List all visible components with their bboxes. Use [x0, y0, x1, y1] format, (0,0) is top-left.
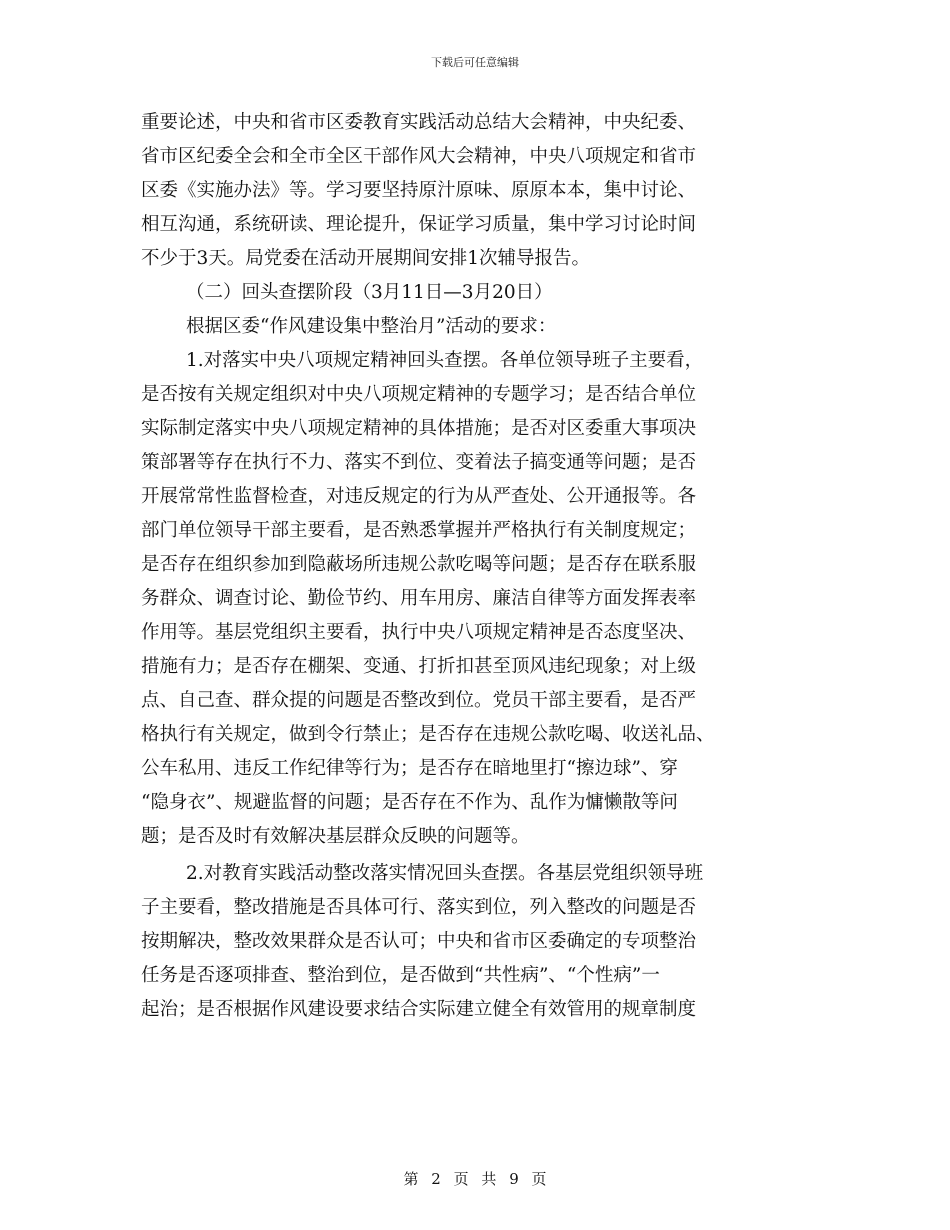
text-line: 按期解决，整改效果群众是否认可；中央和省市区委确定的专项整治 — [141, 931, 697, 952]
text-line: 策部署等存在执行不力、落实不到位、变着法子搞变通等问题；是否 — [141, 452, 697, 473]
text-line: 公车私用、违反工作纪律等行为；是否存在暗地里打“擦边球”、穿 — [141, 758, 678, 779]
text-line: 不少于3天。局党委在活动开展期间安排1次辅导报告。 — [141, 248, 591, 269]
text-line: 是否存在组织参加到隐蔽场所违规公款吃喝等问题；是否存在联系服 — [141, 554, 697, 575]
text-line: 起治；是否根据作风建设要求结合实际建立健全有效管用的规章制度 — [141, 999, 697, 1020]
text-line: 子主要看，整改措施是否具体可行、落实到位，列入整改的问题是否 — [141, 897, 697, 918]
text-line: 实际制定落实中央八项规定精神的具体措施；是否对区委重大事项决 — [141, 418, 697, 439]
text-line: 是否按有关规定组织对中央八项规定精神的专题学习；是否结合单位 — [141, 384, 697, 405]
body-text — [141, 106, 809, 1027]
text-line: 题；是否及时有效解决基层群众反映的问题等。 — [141, 826, 530, 847]
paragraph-start: 1.对落实中央八项规定精神回头查摆。各单位领导班子主要看， — [186, 350, 704, 371]
footer-suffix: 页 — [531, 1170, 547, 1188]
text-line: 省市区纪委全会和全市全区干部作风大会精神，中央八项规定和省市 — [141, 146, 697, 167]
footer-total-label: 共 — [481, 1170, 497, 1188]
text-line: 格执行有关规定，做到令行禁止；是否存在违规公款吃喝、收送礼品、 — [141, 724, 715, 745]
text-line: 部门单位领导干部主要看，是否熟悉掌握并严格执行有关制度规定； — [141, 520, 697, 541]
paragraph-start: 2.对教育实践活动整改落实情况回头查摆。各基层党组织领导班 — [186, 863, 704, 884]
page-header-note: 下载后可任意编辑 — [431, 56, 519, 69]
text-line: 区委《实施办法》等。学习要坚持原汁原味、原原本本，集中讨论、 — [141, 180, 697, 201]
text-line: 开展常常性监督检查，对违反规定的行为从严查处、公开通报等。各 — [141, 486, 697, 507]
footer-page-label: 页 — [453, 1170, 469, 1188]
section-heading: （二）回头查摆阶段（3月11日—3月20日） — [186, 282, 553, 303]
text-line: 重要论述，中央和省市区委教育实践活动总结大会精神，中央纪委、 — [141, 112, 697, 133]
text-line: 根据区委“作风建设集中整治月”活动的要求： — [186, 316, 557, 337]
text-line: 措施有力；是否存在棚架、变通、打折扣甚至顶风违纪现象；对上级 — [141, 656, 697, 677]
text-line: 任务是否逐项排查、整治到位，是否做到“共性病”、“个性病”一 — [141, 965, 660, 986]
text-line: “隐身衣”、规避监督的问题；是否存在不作为、乱作为慵懒散等问 — [141, 792, 678, 813]
page-footer — [0, 1168, 950, 1189]
text-line: 相互沟通，系统研读、理论提升，保证学习质量，集中学习讨论时间 — [141, 214, 697, 235]
page-number: 2 — [431, 1170, 441, 1188]
text-line: 作用等。基层党组织主要看，执行中央八项规定精神是否态度坚决、 — [141, 622, 697, 643]
text-line: 务群众、调查讨论、勤俭节约、用车用房、廉洁自律等方面发挥表率 — [141, 588, 697, 609]
total-pages: 9 — [509, 1170, 519, 1188]
text-line: 点、自己查、群众提的问题是否整改到位。党员干部主要看，是否严 — [141, 690, 697, 711]
footer-prefix: 第 — [403, 1170, 419, 1188]
